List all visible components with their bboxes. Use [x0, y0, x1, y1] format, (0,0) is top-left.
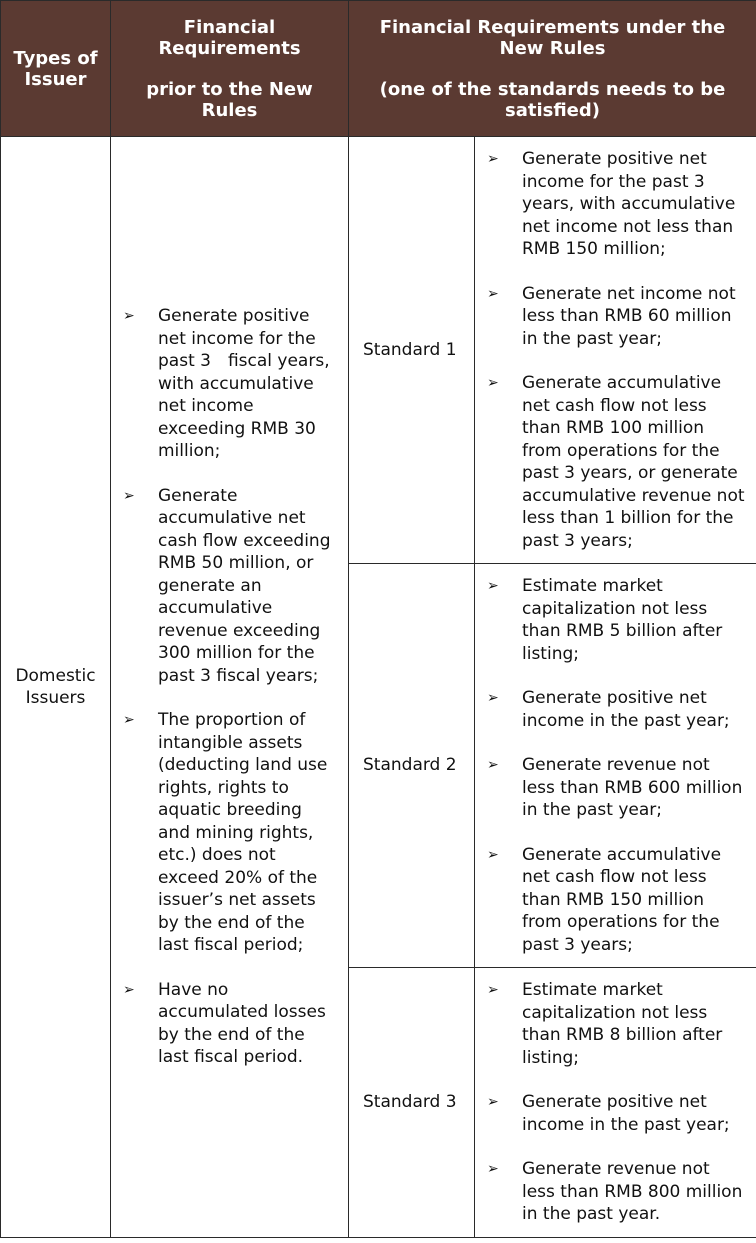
- list-item-text: Generate positive net income in the past year;: [522, 688, 730, 731]
- arrow-bullet-icon: ➢: [487, 1094, 499, 1111]
- list-item-text: Generate revenue not less than RMB 600 million in the past year;: [522, 755, 743, 820]
- list-item-text: Have no accumulated losses by the end of the last fiscal period.: [158, 979, 326, 1068]
- list-item: [485, 687, 746, 732]
- standard-2-label-cell: [349, 564, 475, 968]
- list-item-text: Generate positive net income in the past year;: [522, 1092, 730, 1135]
- prior-requirements-cell: [111, 137, 349, 1238]
- standard-3-list: [485, 979, 746, 1226]
- list-item-text: Generate accumulative net cash flow exceeding RMB 50 million, or generate an accumulative revenue exceeding 300 million for the past 3 fiscal years;: [158, 485, 331, 686]
- header-row: [1, 1, 756, 137]
- list-item-text: Estimate market capitalization not less than RMB 8 billion after listing;: [522, 980, 723, 1068]
- standard-3-label-cell: [349, 968, 475, 1238]
- header-prior-subtitle: prior to the New Rules: [146, 78, 313, 121]
- arrow-bullet-icon: ➢: [123, 487, 135, 504]
- list-item: [121, 485, 338, 688]
- list-item: [485, 979, 746, 1069]
- list-item-text: Generate accumulative net cash flow not less than RMB 150 million from operations for the past 3 years;: [522, 844, 722, 955]
- arrow-bullet-icon: ➢: [123, 712, 135, 729]
- header-types-of-issuer-label: Types of Issuer: [13, 47, 98, 90]
- list-item: [121, 979, 338, 1069]
- arrow-bullet-icon: ➢: [487, 982, 499, 999]
- list-item: [485, 754, 746, 822]
- list-item-text: Generate positive net income for the past 3 fiscal years, with accumulative net income exceeding RMB 30 million;: [158, 306, 330, 462]
- issuer-type-label: Domestic Issuers: [15, 665, 96, 708]
- list-item: [485, 575, 746, 665]
- standard-1-label: Standard 1: [363, 339, 457, 360]
- header-prior-requirements: [111, 1, 349, 137]
- arrow-bullet-icon: ➢: [123, 981, 135, 998]
- list-item: [485, 844, 746, 957]
- list-item: [485, 372, 746, 552]
- list-item: [485, 1158, 746, 1226]
- arrow-bullet-icon: ➢: [487, 285, 499, 302]
- header-prior-title: Financial Requirements: [158, 16, 301, 59]
- arrow-bullet-icon: ➢: [487, 578, 499, 594]
- header-new-subtitle: (one of the standards needs to be satisfied): [379, 78, 726, 121]
- standard-1-label-cell: [349, 137, 475, 564]
- standard-3-requirements-cell: [475, 968, 756, 1238]
- header-new-requirements: [349, 1, 756, 137]
- list-item-text: The proportion of intangible assets (deducting land use rights, rights to aquatic breeding and mining rights, etc.) does not exceed 20% of the issuer’s net assets by the end of the last fiscal period;: [158, 710, 328, 956]
- standard-2-list: [485, 575, 746, 956]
- list-item-text: Generate net income not less than RMB 60 million in the past year;: [522, 283, 736, 349]
- header-types-of-issuer: [1, 1, 111, 137]
- standard-2-requirements-cell: [475, 564, 756, 968]
- list-item: [485, 1091, 746, 1136]
- arrow-bullet-icon: ➢: [487, 690, 499, 706]
- list-item: [485, 148, 746, 261]
- standard-2-label: Standard 2: [363, 755, 457, 776]
- standard-1-row: [1, 137, 756, 564]
- arrow-bullet-icon: ➢: [487, 757, 499, 773]
- list-item: [485, 283, 746, 351]
- arrow-bullet-icon: ➢: [487, 151, 499, 167]
- list-item-text: Generate positive net income for the past 3 years, with accumulative net income not less than RMB 150 million;: [522, 149, 736, 259]
- list-item: [121, 305, 338, 463]
- prior-requirements-list: [121, 305, 338, 1069]
- list-item-text: Estimate market capitalization not less than RMB 5 billion after listing;: [522, 576, 723, 664]
- issuer-type-cell: [1, 137, 111, 1238]
- standard-3-label: Standard 3: [363, 1092, 457, 1113]
- list-item-text: Generate revenue not less than RMB 800 million in the past year.: [522, 1159, 743, 1225]
- header-new-title: Financial Requirements under the New Rules: [379, 16, 726, 59]
- arrow-bullet-icon: ➢: [123, 308, 135, 325]
- list-item-text: Generate accumulative net cash flow not less than RMB 100 million from operations for the past 3 years, or generate accumulative revenue not less than 1 billion for the past 3 years;: [522, 373, 745, 551]
- arrow-bullet-icon: ➢: [487, 1161, 499, 1178]
- arrow-bullet-icon: ➢: [487, 375, 499, 391]
- arrow-bullet-icon: ➢: [487, 846, 499, 863]
- standard-1-requirements-cell: [475, 137, 756, 564]
- standard-1-list: [485, 148, 746, 552]
- list-item: [121, 709, 338, 957]
